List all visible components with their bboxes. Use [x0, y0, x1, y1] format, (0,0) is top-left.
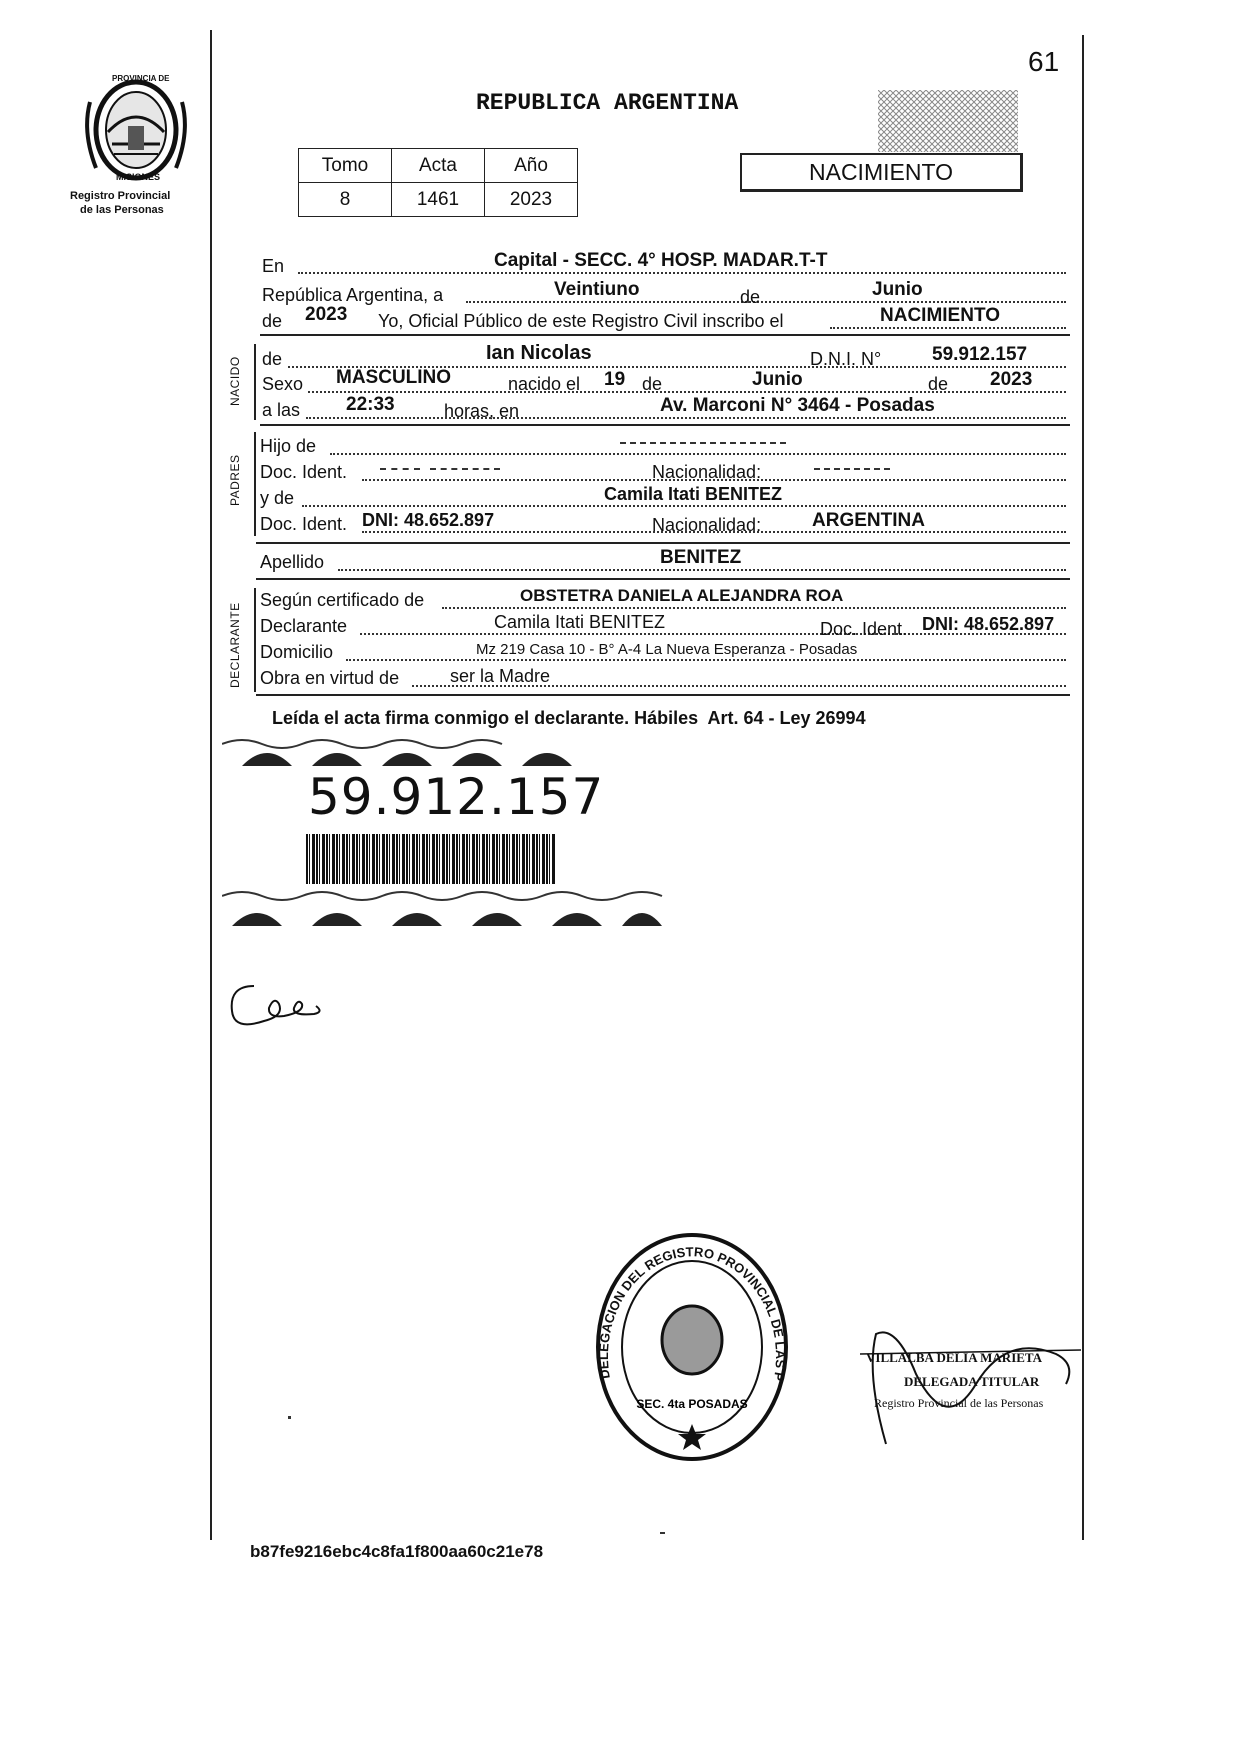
domicilio-label: Domicilio [260, 642, 334, 662]
section-bar-padres [254, 432, 256, 536]
declarante-dni: DNI: 48.652.897 [922, 614, 1055, 634]
day-value: Veintiuno [554, 279, 640, 300]
security-watermark [878, 90, 1018, 152]
dots [306, 417, 1066, 419]
alas-label: a las [262, 400, 301, 420]
sticker-dni-number: 59.912.157 [308, 768, 605, 826]
apellido-value: BENITEZ [660, 547, 742, 568]
official-registry: Registro Provincial de las Personas [874, 1396, 1044, 1410]
section-label-padres: PADRES [228, 454, 242, 506]
dots [302, 505, 1066, 507]
de-label: de [740, 287, 761, 307]
logo-text-top: PROVINCIA DE [112, 74, 170, 83]
table-value-anio: 2023 [485, 183, 578, 217]
republica-label: República Argentina, a [262, 285, 444, 305]
document-type-box [740, 153, 1023, 192]
event-value: NACIMIENTO [880, 305, 1000, 326]
page-number: 61 [1028, 46, 1060, 77]
document-hash: b87fe9216ebc4c8fa1f800aa60c21e78 [250, 1542, 544, 1561]
birth-place: Av. Marconi N° 3464 - Posadas [660, 395, 935, 416]
en-label: En [262, 256, 285, 276]
dots [442, 607, 1066, 609]
official-title: DELEGADA TITULAR [904, 1374, 1040, 1389]
left-margin-line [210, 30, 212, 1540]
table-value-acta: 1461 [392, 183, 485, 217]
separator-line [256, 694, 1070, 696]
cert-value: OBSTETRA DANIELA ALEJANDRA ROA [520, 586, 844, 605]
dots [308, 391, 1066, 393]
declarante-name: Camila Itati BENITEZ [494, 612, 666, 632]
dots [298, 272, 1066, 274]
section-label-nacido: NACIDO [228, 356, 242, 406]
stray-mark [660, 1532, 665, 1534]
doc1-label: Doc. Ident. [260, 462, 348, 482]
mother-nationality: ARGENTINA [812, 510, 925, 531]
table-value-tomo: 8 [299, 183, 392, 217]
separator-line [260, 334, 1070, 336]
nac2-label: Nacionalidad: [652, 515, 762, 535]
birth-year: 2023 [990, 369, 1033, 390]
document-type: NACIMIENTO [809, 159, 953, 185]
barcode-icon [306, 834, 556, 884]
dots [830, 327, 1066, 329]
nacido-de-label: de [262, 349, 283, 369]
dots [466, 301, 1066, 303]
province-logo [84, 72, 188, 186]
table-header-tomo: Tomo [299, 149, 392, 183]
table-header-anio: Año [485, 149, 578, 183]
year-value: 2023 [305, 304, 348, 325]
birth-day: 19 [604, 369, 626, 390]
separator-line [260, 424, 1070, 426]
child-dni: 59.912.157 [932, 344, 1028, 365]
reference-table [298, 148, 578, 217]
month-value: Junio [872, 279, 923, 300]
official-name: VILLALBA DELIA MARIETA [866, 1350, 1043, 1365]
table-header-acta: Acta [392, 149, 485, 183]
obra-value: ser la Madre [450, 666, 551, 686]
dash-placeholder [430, 468, 500, 470]
dni-label: D.N.I. N° [810, 349, 882, 369]
seal-icon [592, 1228, 792, 1466]
birth-time: 22:33 [346, 394, 395, 415]
de2-label: de [262, 311, 283, 331]
declarante-doc-label: Doc. Ident. [820, 619, 908, 639]
dash-placeholder [814, 468, 890, 470]
mother-dni: DNI: 48.652.897 [362, 510, 495, 530]
seal-inner-text: SEC. 4ta POSADAS [636, 1397, 748, 1411]
document-title: REPUBLICA ARGENTINA [476, 90, 739, 116]
apellido-label: Apellido [260, 552, 325, 572]
en-value: Capital - SECC. 4° HOSP. MADAR.T-T [494, 250, 828, 271]
mother-name: Camila Itati BENITEZ [604, 484, 783, 504]
stray-mark [288, 1416, 291, 1419]
separator-line [256, 542, 1070, 544]
dots [330, 453, 1066, 455]
birth-month: Junio [752, 369, 803, 390]
domicilio-value: Mz 219 Casa 10 - B° A-4 La Nueva Esperanza - Posadas [476, 641, 858, 658]
reference-table-value-row [299, 183, 578, 217]
sexo-value: MASCULINO [336, 367, 452, 388]
sexo-label: Sexo [262, 374, 304, 394]
dash-placeholder [620, 442, 786, 444]
section-bar-nacido [254, 344, 256, 420]
obra-label: Obra en virtud de [260, 668, 400, 688]
registry-line1: Registro Provincial [70, 190, 171, 202]
nacido-el-label: nacido el [508, 374, 581, 394]
dni-sticker [222, 736, 672, 936]
yde-label: y de [260, 488, 295, 508]
child-name: Ian Nicolas [486, 342, 592, 364]
logo-text-bottom: MISIONES [116, 172, 161, 182]
seal-outer-text: DELEGACION DEL REGISTRO PROVINCIAL DE LAS P [595, 1244, 789, 1383]
nac1-label: Nacionalidad: [652, 462, 762, 482]
declarant-signature [224, 976, 344, 1041]
section-bar-declarante [254, 588, 256, 692]
doc2-label: Doc. Ident. [260, 514, 348, 534]
cert-label: Según certificado de [260, 590, 425, 610]
separator-line [256, 578, 1070, 580]
province-shield-icon [84, 72, 188, 186]
registry-line2: de las Personas [80, 204, 164, 216]
reference-table-header-row [299, 149, 578, 183]
birth-de2-label: de [928, 374, 949, 394]
horas-label: horas, en [444, 401, 520, 421]
hijo-label: Hijo de [260, 436, 317, 456]
dots [338, 569, 1066, 571]
birth-de-label: de [642, 374, 663, 394]
declarante-label: Declarante [260, 616, 348, 636]
signature-icon [224, 976, 344, 1036]
official-seal [592, 1228, 792, 1466]
dash-placeholder [380, 468, 420, 470]
section-label-declarante: DECLARANTE [228, 602, 242, 688]
yo-label: Yo, Oficial Público de este Registro Civil inscribo el [378, 311, 784, 331]
closing-statement: Leída el acta firma conmigo el declarante. Hábiles Art. 64 - Ley 26994 [272, 708, 866, 728]
official-stamp [856, 1314, 1086, 1454]
